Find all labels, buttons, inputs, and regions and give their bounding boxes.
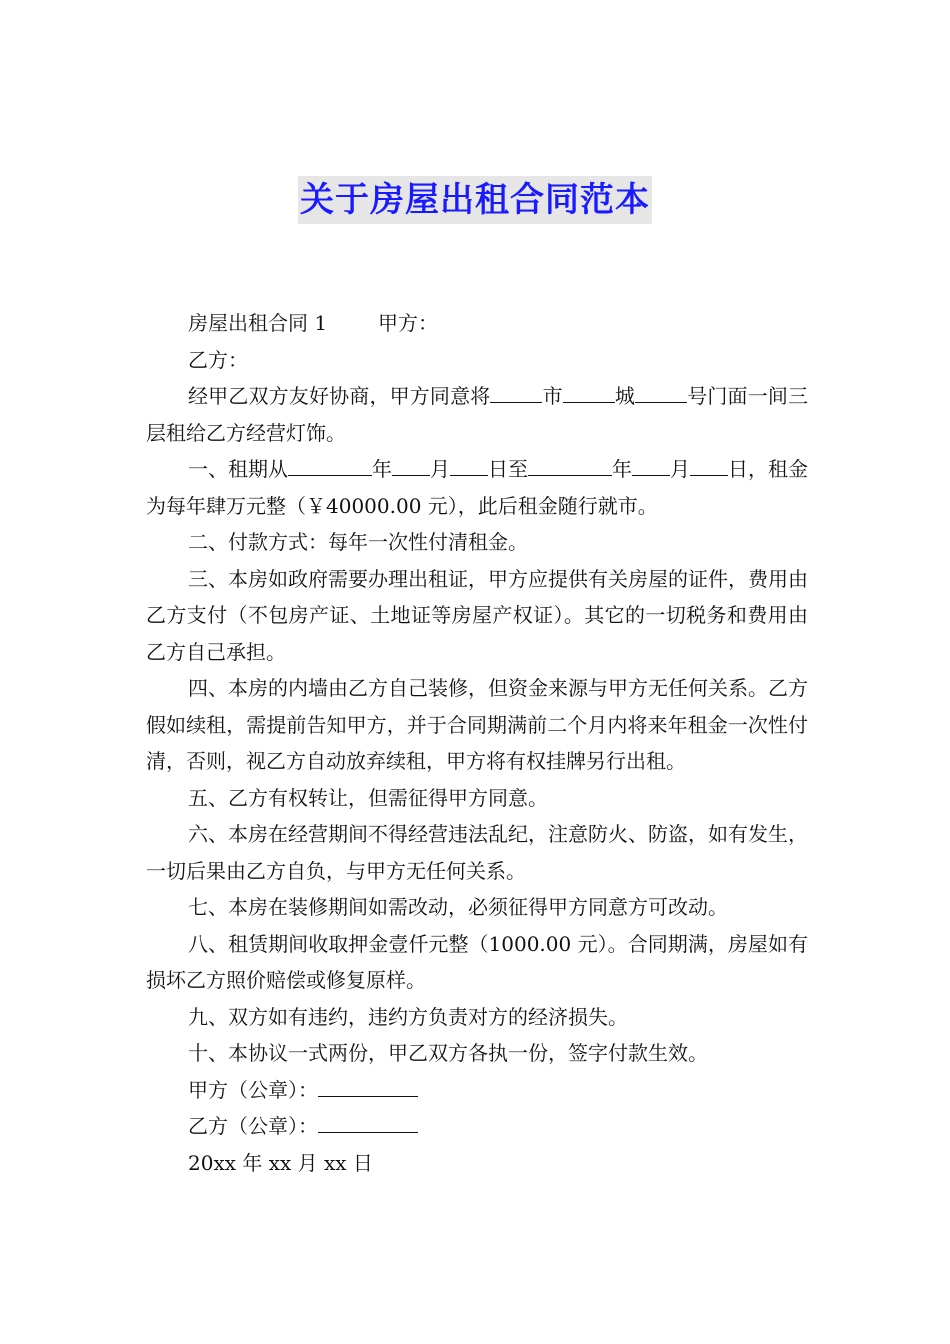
document-body	[146, 305, 808, 1181]
premises-text-b: 市	[542, 384, 563, 408]
paragraph-payment: 二、付款方式：每年一次性付清租金。	[188, 530, 528, 554]
paragraph-alteration: 七、本房在装修期间如需改动，必须征得甲方同意方可改动。	[188, 895, 728, 919]
document-title: 关于房屋出租合同范本	[298, 176, 652, 224]
term-text-b: 年	[372, 457, 392, 481]
paragraph-transfer: 五、乙方有权转让，但需征得甲方同意。	[188, 785, 548, 810]
signature-party-a-label: 甲方（公章）：	[188, 1077, 318, 1102]
end-year-blank	[528, 455, 612, 476]
paragraph-copies: 十、本协议一式两份，甲乙双方各执一份，签字付款生效。	[188, 1041, 708, 1065]
term-text-c: 月	[430, 457, 450, 481]
term-text-g: 日，租金为每年肆万元整（￥40000.00 元），此后租金随行就市。	[146, 457, 808, 518]
title-container	[0, 176, 950, 224]
premises-text-d: 号门面一间三层租给乙方经营灯饰。	[146, 384, 809, 445]
paragraph-breach: 九、双方如有违约，违约方负责对方的经济损失。	[188, 1004, 628, 1029]
paragraph-operation: 六、本房在经营期间不得经营违法乱纪，注意防火、防盗，如有发生，一切后果由乙方自负，与甲方无任何关系。	[146, 822, 808, 883]
signature-party-b-label: 乙方（公章）：	[188, 1114, 318, 1138]
start-year-blank	[288, 455, 372, 476]
start-day-blank	[450, 455, 488, 476]
paragraph-certificate: 三、本房如政府需要办理出租证，甲方应提供有关房屋的证件，费用由乙方支付（不包房产证、土地证等房屋产权证）。其它的一切税务和费用由乙方自己承担。	[146, 566, 808, 664]
end-day-blank	[690, 455, 728, 476]
start-month-blank	[392, 455, 430, 476]
signature-party-a-blank	[318, 1076, 418, 1097]
party-b-label: 乙方：	[188, 347, 248, 372]
end-month-blank	[632, 455, 670, 476]
contract-date: 20xx 年 xx 月 xx 日	[188, 1150, 373, 1175]
contract-header-line	[146, 305, 808, 342]
term-text-a: 一、租期从	[188, 457, 288, 481]
town-blank	[563, 382, 615, 403]
paragraph-renovation: 四、本房的内墙由乙方自己装修，但资金来源与甲方无任何关系。乙方假如续租，需提前告知甲方，并于合同期满前二个月内将来年租金一次性付清，否则，视乙方自动放弃续租，甲方将有权挂牌另行出租。	[146, 676, 808, 773]
city-blank	[490, 382, 542, 403]
signature-party-b-blank	[318, 1112, 418, 1133]
premises-text-a: 经甲乙双方友好协商，甲方同意将	[188, 384, 491, 408]
premises-text-c: 城	[614, 384, 636, 408]
term-text-e: 年	[612, 457, 632, 481]
signature-party-a	[146, 1072, 808, 1109]
paragraph-premises	[146, 378, 808, 451]
term-text-f: 月	[670, 457, 690, 481]
paragraph-deposit: 八、租赁期间收取押金壹仟元整（1000.00 元）。合同期满，房屋如有损坏乙方照价赔偿或修复原样。	[146, 931, 808, 992]
contract-name: 房屋出租合同 1	[188, 311, 328, 335]
party-a-label: 甲方：	[377, 311, 438, 335]
party-b-line	[146, 342, 808, 379]
number-blank	[635, 382, 687, 403]
paragraph-term	[146, 451, 808, 524]
term-text-d: 日至	[488, 457, 528, 481]
signature-party-b	[146, 1108, 808, 1145]
